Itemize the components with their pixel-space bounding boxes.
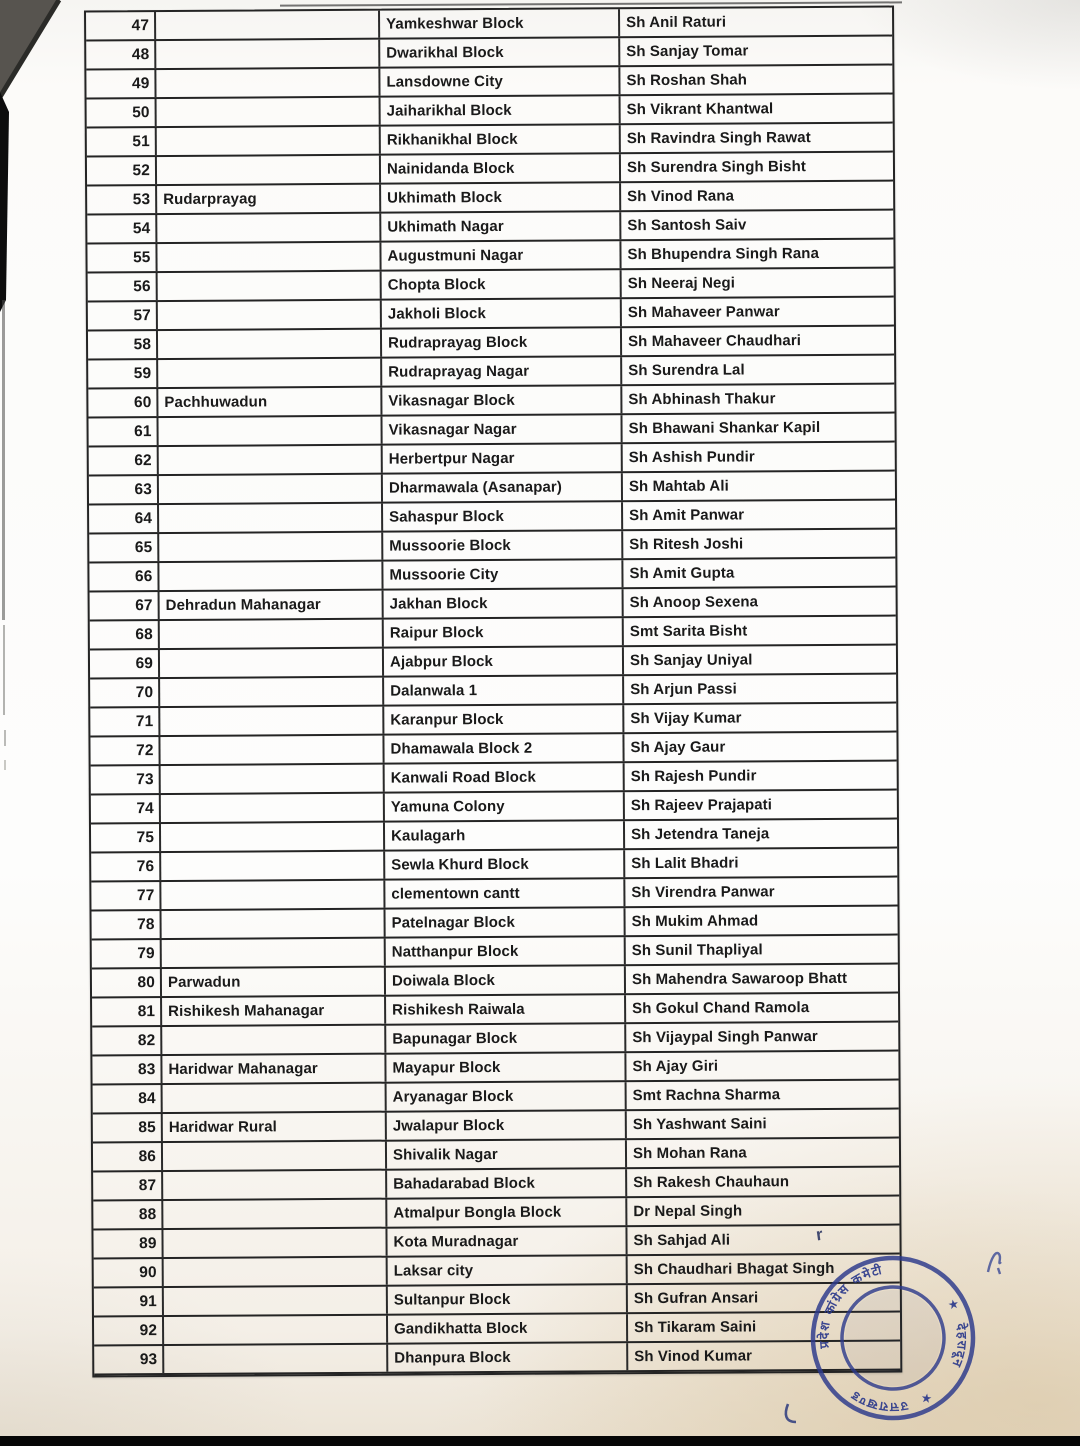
cell-district [158, 359, 382, 387]
cell-president-name: Sh Sahjad Ali [633, 1231, 731, 1250]
cell-block: Kota Muradnagar [387, 1227, 627, 1255]
cell-serial-number: 56 [88, 273, 158, 300]
cell-block: Chopta Block [382, 270, 622, 298]
cell-block: Ajabpur Block [384, 647, 624, 675]
cell-president-name: Sh Mahtab Ali [628, 477, 729, 496]
cell-serial-number: 47 [86, 12, 156, 39]
cell-serial-number: 59 [88, 360, 158, 387]
cell-district [158, 272, 382, 300]
cell-serial-number: 67 [90, 592, 160, 619]
cell-president-name: Smt Sarita Bisht [629, 622, 748, 641]
cell-serial-number: 74 [91, 795, 161, 822]
cell-block: Rishikesh Raiwala [386, 995, 626, 1023]
cell-president-name: Sh Gufran Ansari [633, 1289, 759, 1308]
cell-district [157, 98, 381, 126]
cell-president-name: Sh Mahendra Sawaroop Bhatt [631, 969, 848, 989]
cell-president-name: Sh Neeraj Negi [627, 274, 736, 293]
cell-block: Dwarikhal Block [380, 38, 620, 66]
cell-serial-number: 92 [94, 1317, 164, 1344]
cell-serial-number: 89 [93, 1230, 163, 1257]
cell-serial-number: 73 [91, 766, 161, 793]
cell-district [161, 794, 385, 822]
cell-president-name: Sh Anoop Sexena [629, 593, 759, 612]
cell-president-name: Sh Ritesh Joshi [629, 535, 744, 554]
cell-district [162, 939, 386, 967]
cell-block: Gandikhatta Block [388, 1314, 628, 1342]
cell-president-name: Sh Sanjay Uniyal [629, 651, 753, 670]
scan-edge-sliver [0, 92, 9, 312]
cell-president-name: Sh Arjun Passi [630, 680, 737, 699]
cell-district: Pachhuwadun [158, 388, 382, 416]
cell-district [161, 852, 385, 880]
cell-president-name: Sh Chaudhari Bhagat Singh [633, 1259, 835, 1279]
cell-block: Nainidanda Block [381, 154, 621, 182]
cell-president-name: Dr Nepal Singh [633, 1202, 743, 1221]
officials-table [84, 6, 902, 1378]
cell-serial-number: 62 [89, 447, 159, 474]
cell-serial-number: 82 [92, 1027, 162, 1054]
cell-block: Dhamawala Block 2 [384, 734, 624, 762]
cell-block: Raipur Block [384, 618, 624, 646]
cell-serial-number: 83 [92, 1056, 162, 1083]
cell-district [164, 1345, 388, 1373]
cell-president-name: Sh Vinod Rana [627, 187, 735, 206]
cell-block: Natthanpur Block [386, 937, 626, 965]
cell-block: Bapunagar Block [386, 1024, 626, 1052]
cell-president-name: Sh Mahaveer Panwar [627, 303, 780, 322]
cell-block: Jwalapur Block [387, 1111, 627, 1139]
cell-block: Ukhimath Block [381, 183, 621, 211]
cell-block: Yamuna Colony [385, 792, 625, 820]
cell-serial-number: 53 [87, 186, 157, 213]
cell-president-name: Sh Rakesh Chauhaun [633, 1173, 790, 1192]
cell-president-name: Sh Surendra Singh Bisht [626, 158, 807, 177]
cell-serial-number: 57 [88, 302, 158, 329]
cell-serial-number: 52 [87, 157, 157, 184]
cell-serial-number: 77 [91, 882, 161, 909]
cell-district [159, 446, 383, 474]
cell-president-name: Sh Vijaypal Singh Panwar [632, 1028, 818, 1047]
scan-bottom-strip [0, 1436, 1080, 1446]
cell-serial-number: 79 [92, 940, 162, 967]
cell-district: Dehradun Mahanagar [160, 591, 384, 619]
cell-president-name: Sh Anil Raturi [626, 13, 727, 32]
cell-serial-number: 76 [91, 853, 161, 880]
cell-serial-number: 84 [93, 1085, 163, 1112]
cell-serial-number: 64 [89, 505, 159, 532]
cell-president-name: Sh Rajesh Pundir [630, 767, 757, 786]
cell-district [164, 1316, 388, 1344]
cell-block: Karanpur Block [384, 705, 624, 733]
cell-serial-number: 70 [90, 679, 160, 706]
cell-serial-number: 85 [93, 1114, 163, 1141]
cell-district [157, 243, 381, 271]
cell-district: Haridwar Mahanagar [162, 1055, 386, 1083]
cell-president-name: Sh Bhawani Shankar Kapil [628, 418, 821, 438]
cell-block: Rudraprayag Nagar [382, 357, 622, 385]
cell-block: Atmalpur Bongla Block [387, 1198, 627, 1226]
cell-district [158, 417, 382, 445]
cell-district [158, 330, 382, 358]
table-wrapper [84, 6, 902, 1378]
cell-serial-number: 60 [88, 389, 158, 416]
cell-block: clementown cantt [385, 879, 625, 907]
cell-district [160, 620, 384, 648]
cell-president-name: Sh Vikrant Khantwal [626, 100, 774, 119]
cell-president-name: Sh Surendra Lal [628, 361, 745, 380]
cell-president-name: Sh Mahaveer Chaudhari [627, 332, 802, 351]
cell-district [159, 504, 383, 532]
cell-block: Herbertpur Nagar [383, 444, 623, 472]
cell-district [160, 649, 384, 677]
cell-serial-number: 81 [92, 998, 162, 1025]
cell-block: Jakhan Block [384, 589, 624, 617]
stamp-center-wash [834, 1279, 953, 1398]
ink-squiggle [988, 1253, 1001, 1274]
cell-block: Bahadarabad Block [387, 1169, 627, 1197]
cell-serial-number: 93 [94, 1346, 164, 1373]
cell-block: Sahaspur Block [383, 502, 623, 530]
cell-president-name: Smt Rachna Sharma [632, 1086, 781, 1105]
cell-serial-number: 71 [90, 708, 160, 735]
cell-president-name: Sh Bhupendra Singh Rana [627, 244, 820, 264]
cell-block: Aryanagar Block [387, 1082, 627, 1110]
pen-mark-row92 [810, 1220, 850, 1250]
scanner-bed-wedge [0, 0, 60, 98]
cell-block: Mussoorie City [383, 560, 623, 588]
cell-serial-number: 72 [90, 737, 160, 764]
cell-serial-number: 86 [93, 1143, 163, 1170]
stamp-text-top-arc: प्रदेश कांग्रेस कमेटी [815, 1261, 885, 1350]
cell-serial-number: 58 [88, 331, 158, 358]
cell-block: Doiwala Block [386, 966, 626, 994]
paper-edge-line [0, 0, 59, 97]
cell-block: Dharmawala (Asanapar) [383, 473, 623, 501]
cell-district [158, 301, 382, 329]
cell-district [157, 156, 381, 184]
pen-stroke [786, 1404, 796, 1422]
cell-president-name: Sh Yashwant Saini [632, 1115, 767, 1134]
cell-district [163, 1084, 387, 1112]
cell-block: Sewla Khurd Block [385, 850, 625, 878]
cell-president-name: Sh Vijay Kumar [630, 709, 742, 728]
cell-serial-number: 50 [87, 99, 157, 126]
cell-block: Rudraprayag Block [382, 328, 622, 356]
cell-president-name: Sh Ravindra Singh Rawat [626, 129, 811, 148]
cell-block: Jakholi Block [382, 299, 622, 327]
cell-district [164, 1258, 388, 1286]
cell-block: Dhanpura Block [388, 1343, 628, 1371]
cell-district: Parwadun [162, 968, 386, 996]
cell-district [161, 823, 385, 851]
edge-streak [3, 625, 5, 715]
cell-serial-number: 69 [90, 650, 160, 677]
cell-serial-number: 55 [87, 244, 157, 271]
cell-serial-number: 88 [93, 1201, 163, 1228]
cell-serial-number: 75 [91, 824, 161, 851]
pen-mark-glyph: r [814, 1224, 824, 1245]
cell-serial-number: 65 [89, 534, 159, 561]
cell-serial-number: 87 [93, 1172, 163, 1199]
cell-president-name: Sh Jetendra Taneja [630, 825, 770, 844]
cell-district [156, 40, 380, 68]
cell-block: Jaiharikhal Block [381, 96, 621, 124]
cell-district [160, 736, 384, 764]
cell-district [162, 910, 386, 938]
cell-district [159, 475, 383, 503]
cell-president-name: Sh Vinod Kumar [634, 1347, 753, 1366]
stamp-star-glyph: ★ [944, 1295, 964, 1315]
cell-serial-number: 91 [94, 1288, 164, 1315]
cell-district [162, 1026, 386, 1054]
cell-district [157, 214, 381, 242]
ink-blot [984, 1246, 1014, 1282]
cell-district [160, 678, 384, 706]
cell-district [164, 1287, 388, 1315]
cell-president-name: Sh Tikaram Saini [634, 1318, 757, 1337]
scan-left-streaks [0, 80, 20, 800]
cell-serial-number: 66 [89, 563, 159, 590]
cell-president-name: Sh Rajeev Prajapati [630, 796, 773, 815]
cell-president-name: Sh Virendra Panwar [631, 883, 775, 902]
cell-district: Rudarprayag [157, 185, 381, 213]
cell-president-name: Sh Ajay Giri [632, 1057, 719, 1076]
cell-serial-number: 48 [86, 41, 156, 68]
cell-president-name: Sh Amit Gupta [629, 564, 735, 583]
cell-president-name: Sh Roshan Shah [626, 71, 748, 90]
cell-serial-number: 80 [92, 969, 162, 996]
cell-president-name: Sh Mohan Rana [632, 1144, 747, 1163]
cell-block: Kanwali Road Block [385, 763, 625, 791]
stamp-text-right-arc: देहरादून [949, 1322, 971, 1371]
cell-district [156, 11, 380, 39]
stamp-text-bottom-arc: उत्तराखण्ड [847, 1387, 909, 1416]
cell-block: Vikasnagar Block [382, 386, 622, 414]
cell-president-name: Sh Lalit Bhadri [631, 854, 739, 873]
cell-district [156, 69, 380, 97]
cell-block: Vikasnagar Nagar [382, 415, 622, 443]
cell-block: Augustmuni Nagar [381, 241, 621, 269]
cell-block: Rikhanikhal Block [381, 125, 621, 153]
cell-serial-number: 90 [94, 1259, 164, 1286]
cell-district [161, 881, 385, 909]
table-row [94, 1342, 900, 1376]
stamp-star-glyph: ★ [916, 1389, 936, 1409]
cell-district [163, 1142, 387, 1170]
cell-serial-number: 54 [87, 215, 157, 242]
cell-block: Lansdowne City [380, 67, 620, 95]
cell-president-name: Sh Mukim Ahmad [631, 912, 759, 931]
cell-president-name: Sh Abhinash Thakur [628, 390, 776, 409]
cell-district [157, 127, 381, 155]
cell-serial-number: 68 [90, 621, 160, 648]
cell-president-name: Sh Ashish Pundir [628, 448, 755, 467]
cell-serial-number: 49 [86, 70, 156, 97]
cell-block: Laksar city [388, 1256, 628, 1284]
cell-district [160, 707, 384, 735]
cell-district [163, 1200, 387, 1228]
cell-block: Shivalik Nagar [387, 1140, 627, 1168]
cell-serial-number: 63 [89, 476, 159, 503]
cell-district [163, 1229, 387, 1257]
cell-president-name: Sh Ajay Gaur [630, 738, 726, 757]
cell-president-name: Sh Sunil Thapliyal [631, 941, 763, 960]
cell-block: Ukhimath Nagar [381, 212, 621, 240]
cell-block: Dalanwala 1 [384, 676, 624, 704]
cell-district [163, 1171, 387, 1199]
cell-serial-number: 61 [88, 418, 158, 445]
cell-block: Patelnagar Block [386, 908, 626, 936]
cell-block: Kaulagarh [385, 821, 625, 849]
cell-district [161, 765, 385, 793]
cell-president-name: Sh Amit Panwar [629, 506, 745, 525]
cell-district [159, 562, 383, 590]
cell-block: Sultanpur Block [388, 1285, 628, 1313]
edge-streak [4, 760, 6, 770]
cell-district [159, 533, 383, 561]
cell-block: Yamkeshwar Block [380, 9, 620, 37]
cell-president-name: Sh Sanjay Tomar [626, 42, 749, 61]
cell-president-name: Sh Gokul Chand Ramola [632, 999, 810, 1018]
edge-streak [4, 730, 6, 746]
cell-block: Mayapur Block [386, 1053, 626, 1081]
cell-president-name: Sh Santosh Saiv [627, 216, 747, 235]
cell-district: Haridwar Rural [163, 1113, 387, 1141]
cell-district: Rishikesh Mahanagar [162, 997, 386, 1025]
cell-serial-number: 78 [92, 911, 162, 938]
cell-serial-number: 51 [87, 128, 157, 155]
edge-streak [2, 300, 5, 620]
cell-block: Mussoorie Block [383, 531, 623, 559]
